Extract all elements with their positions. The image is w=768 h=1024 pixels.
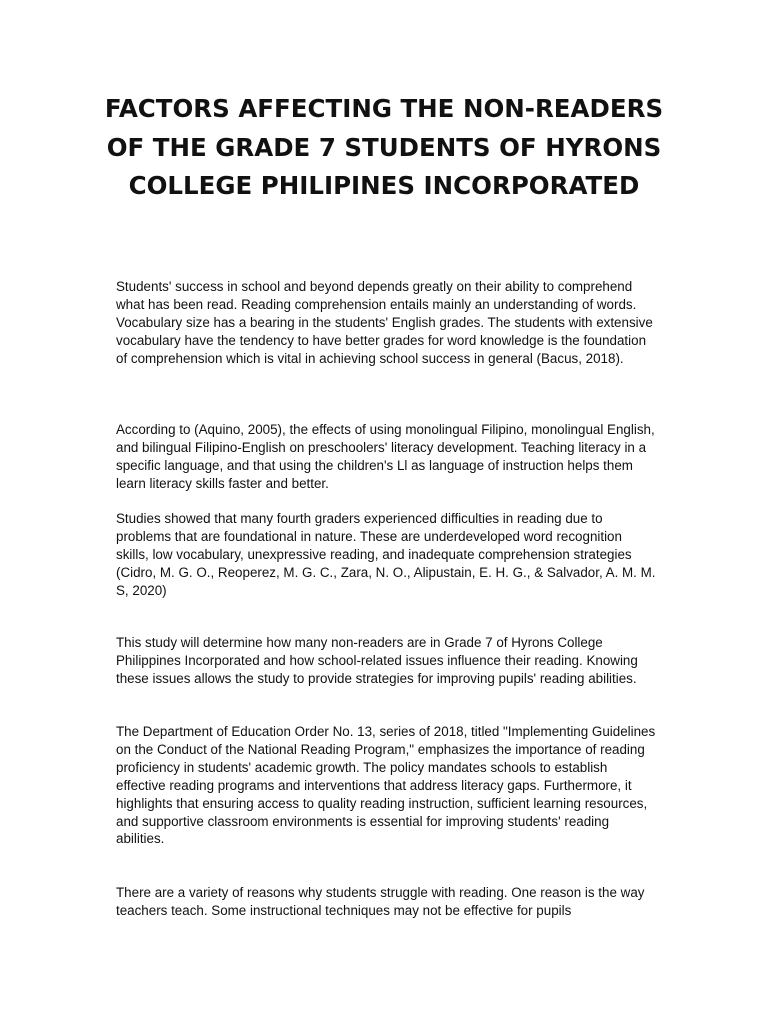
paragraph-6: There are a variety of reasons why students struggle with reading. One reason is the way teachers teach. Some instructional techniques may not be effective for pupils xyxy=(116,885,645,918)
paragraph-3: Studies showed that many fourth graders experienced difficulties in reading due to problems that are foundational in nature. These are underdeveloped word recognition skills, low vocabulary, unexpressive reading, and inadequate comprehension strategies (Cidro, M. G. O., Reoperez, M. G. C., Zara, N. O., Alipustain, E. H. G., & Salvador, A. M. M. S, 2020) xyxy=(116,511,656,598)
document-title: FACTORS AFFECTING THE NON-READERS OF THE GRADE 7 STUDENTS OF HYRONS COLLEGE PHILIPINES INCORPORATED xyxy=(104,94,664,200)
paragraph-2: According to (Aquino, 2005), the effects of using monolingual Filipino, monolingual English, and bilingual Filipino-English on preschoolers' literacy development. Teaching literacy in a specific language, and that using the children's Ll as language of instruction helps them learn literacy skills faster and better. xyxy=(116,422,655,491)
paragraph-1: Students' success in school and beyond depends greatly on their ability to comprehend what has been read. Reading comprehension entails mainly an understanding of words. Vocabulary size has a bearing in the students' English grades. The students with extensive vocabulary have the tendency to have better grades for word knowledge is the foundation of comprehension which is vital in achieving school success in general (Bacus, 2018). xyxy=(116,279,653,366)
paragraph-5: The Department of Education Order No. 13, series of 2018, titled "Implementing Guidelines on the Conduct of the National Reading Program," emphasizes the importance of reading proficiency in students' academic growth. The policy mandates schools to establish effective reading programs and interventions that address literacy gaps. Furthermore, it highlights that ensuring access to quality reading instruction, sufficient learning resources, and supportive classroom environments is essential for improving students' reading abilities. xyxy=(116,724,656,847)
paragraph-4: This study will determine how many non-readers are in Grade 7 of Hyrons College Philippines Incorporated and how school-related issues influence their reading. Knowing these issues allows the study to provide strategies for improving pupils' reading abilities. xyxy=(116,635,638,686)
